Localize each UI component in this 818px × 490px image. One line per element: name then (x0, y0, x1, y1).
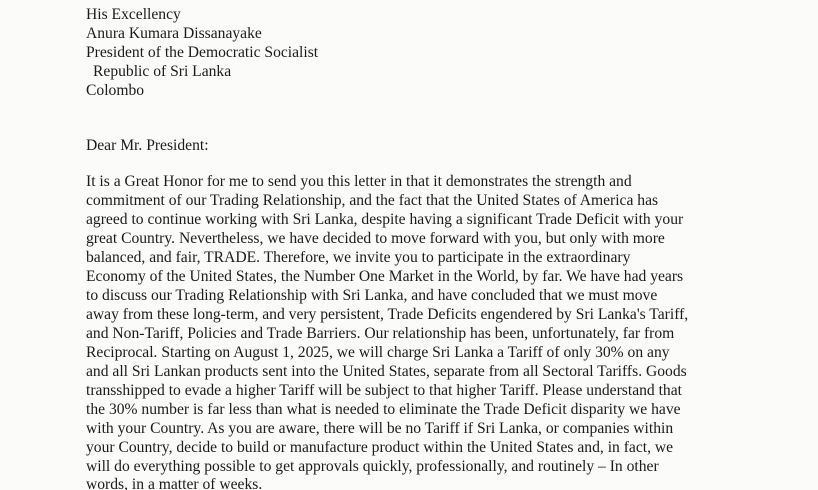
body-line: great Country. Nevertheless, we have decided to move forward with you, but only with more (86, 230, 665, 247)
body-line: your Country, decide to build or manufacture product within the United States and, in fact, we (86, 439, 674, 456)
body-line: the 30% number is far less than what is needed to eliminate the Trade Deficit disparity we have (86, 401, 681, 418)
body-line: It is a Great Honor for me to send you this letter in that it demonstrates the strength and (86, 173, 632, 190)
body-line: will do everything possible to get approvals quickly, professionally, and routinely – In other (86, 458, 659, 475)
body-line: balanced, and fair, TRADE. Therefore, we invite you to participate in the extraordinary (86, 249, 631, 266)
body-line: transshipped to evade a higher Tariff will be subject to that higher Tariff. Please understand that (86, 382, 682, 399)
address-line-4: Republic of Sri Lanka (93, 63, 232, 80)
body-line: and Non-Tariff, Policies and Trade Barriers. Our relationship has been, unfortunately, far from (86, 325, 675, 342)
body-line: with your Country. As you are aware, there will be no Tariff if Sri Lanka, or companies within (86, 420, 674, 437)
body-line: words, in a matter of weeks. (86, 476, 263, 490)
address-line-5: Colombo (86, 82, 145, 99)
body-line: away from these long-term, and very persistent, Trade Deficits engendered by Sri Lanka's Tariff, (86, 306, 689, 323)
body-line: commitment of our Trading Relationship, and the fact that the United States of America has (86, 192, 659, 209)
address-line-3: President of the Democratic Socialist (86, 44, 319, 61)
body-line: Reciprocal. Starting on August 1, 2025, we will charge Sri Lanka a Tariff of only 30% on any (86, 344, 670, 361)
body-line: Economy of the United States, the Number One Market in the World, by far. We have had years (86, 268, 684, 285)
body-line: to discuss our Trading Relationship with Sri Lanka, and have concluded that we must move (86, 287, 658, 304)
address-line-1: His Excellency (86, 6, 181, 23)
body-line: and all Sri Lankan products sent into the United States, separate from all Sectoral Tariffs. Goods (86, 363, 687, 380)
salutation: Dear Mr. President: (86, 137, 209, 154)
body-line: agreed to continue working with Sri Lanka, despite having a significant Trade Deficit with your (86, 211, 684, 228)
address-line-2: Anura Kumara Dissanayake (86, 25, 262, 42)
